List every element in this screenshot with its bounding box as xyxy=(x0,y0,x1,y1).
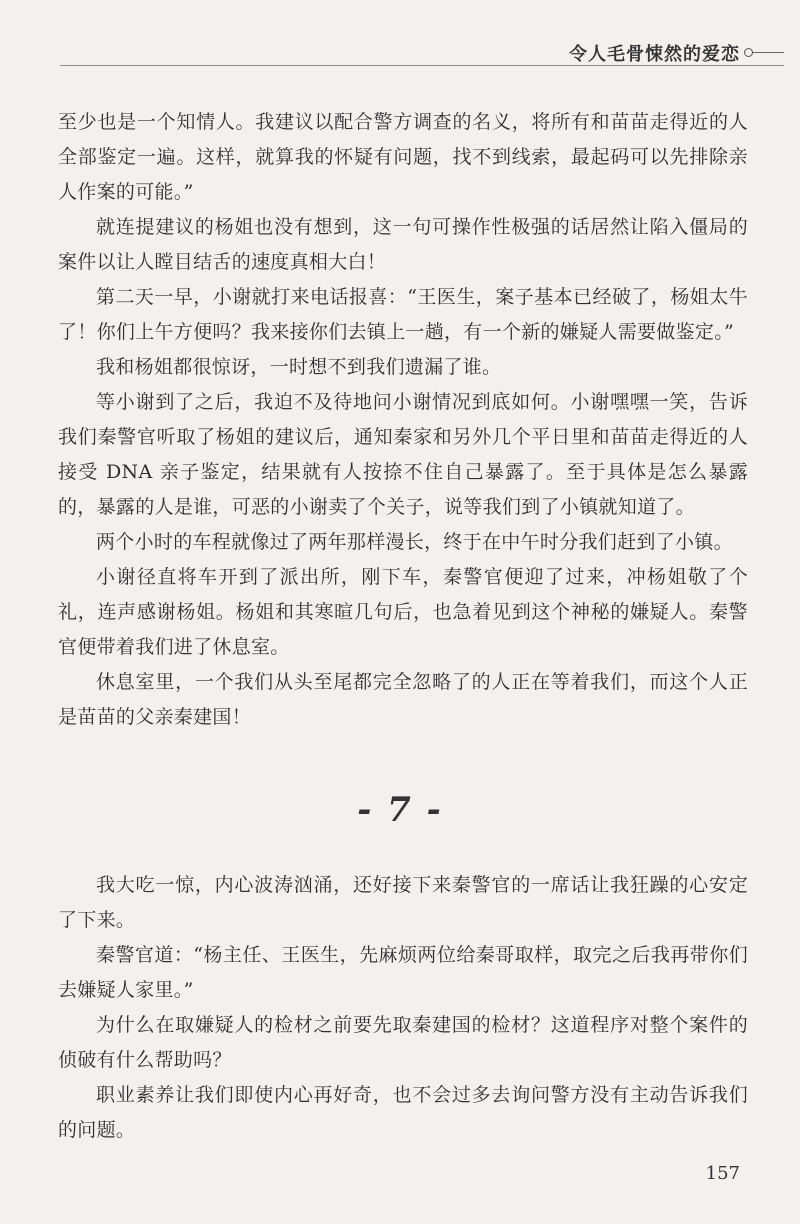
paragraph-5: 等小谢到了之后，我迫不及待地问小谢情况到底如何。小谢嘿嘿一笑，告诉我们秦警官听取了杨姐的建议后，通知秦家和另外几个平日里和苗苗走得近的人接受 DNA 亲子鉴定，结果就有人按捺不住自己暴露了。至于具体是怎么暴露的，暴露的人是谁，可恶的小谢卖了个关子，说等我们到了小镇就知道了。 xyxy=(58,391,748,518)
paragraph-2: 就连提建议的杨姐也没有想到，这一句可操作性极强的话居然让陷入僵局的案件以让人瞠目结舌的速度真相大白！ xyxy=(58,216,748,273)
running-title: 令人毛骨悚然的爱恋 xyxy=(569,44,740,65)
running-header xyxy=(60,38,784,66)
paragraph-9: 我大吃一惊，内心波涛汹涌，还好接下来秦警官的一席话让我狂躁的心安定了下来。 xyxy=(58,874,748,931)
page-number: 157 xyxy=(705,1163,740,1184)
paragraph-6: 两个小时的车程就像过了两年那样漫长，终于在中午时分我们赶到了小镇。 xyxy=(96,531,733,553)
paragraph-3: 第二天一早，小谢就打来电话报喜：“王医生，案子基本已经破了，杨姐太牛了！你们上午方便吗？我来接你们去镇上一趟，有一个新的嫌疑人需要做鉴定。” xyxy=(58,286,748,343)
paragraph-10: 秦警官道：“杨主任、王医生，先麻烦两位给秦哥取样，取完之后我再带你们去嫌疑人家里。” xyxy=(58,944,748,1001)
paragraph-1: 至少也是一个知情人。我建议以配合警方调查的名义，将所有和苗苗走得近的人全部鉴定一遍。这样，就算我的怀疑有问题，找不到线索，最起码可以先排除亲人作案的可能。” xyxy=(58,111,748,203)
header-ornament-icon xyxy=(748,52,784,53)
top-text-block xyxy=(58,105,748,735)
paragraph-12: 职业素养让我们即使内心再好奇，也不会过多去询问警方没有主动告诉我们的问题。 xyxy=(58,1084,748,1141)
bottom-text-block xyxy=(58,868,748,1148)
paragraph-7: 小谢径直将车开到了派出所，刚下车，秦警官便迎了过来，冲杨姐敬了个礼，连声感谢杨姐。杨姐和其寒暄几句后，也急着见到这个神秘的嫌疑人。秦警官便带着我们进了休息室。 xyxy=(58,566,748,658)
paragraph-8: 休息室里，一个我们从头至尾都完全忽略了的人正在等着我们，而这个人正是苗苗的父亲秦建国！ xyxy=(58,671,748,728)
paragraph-11: 为什么在取嫌疑人的检材之前要先取秦建国的检材？这道程序对整个案件的侦破有什么帮助吗？ xyxy=(58,1014,748,1071)
section-number: - 7 - xyxy=(357,790,443,830)
paragraph-4: 我和杨姐都很惊讶，一时想不到我们遗漏了谁。 xyxy=(96,356,502,378)
